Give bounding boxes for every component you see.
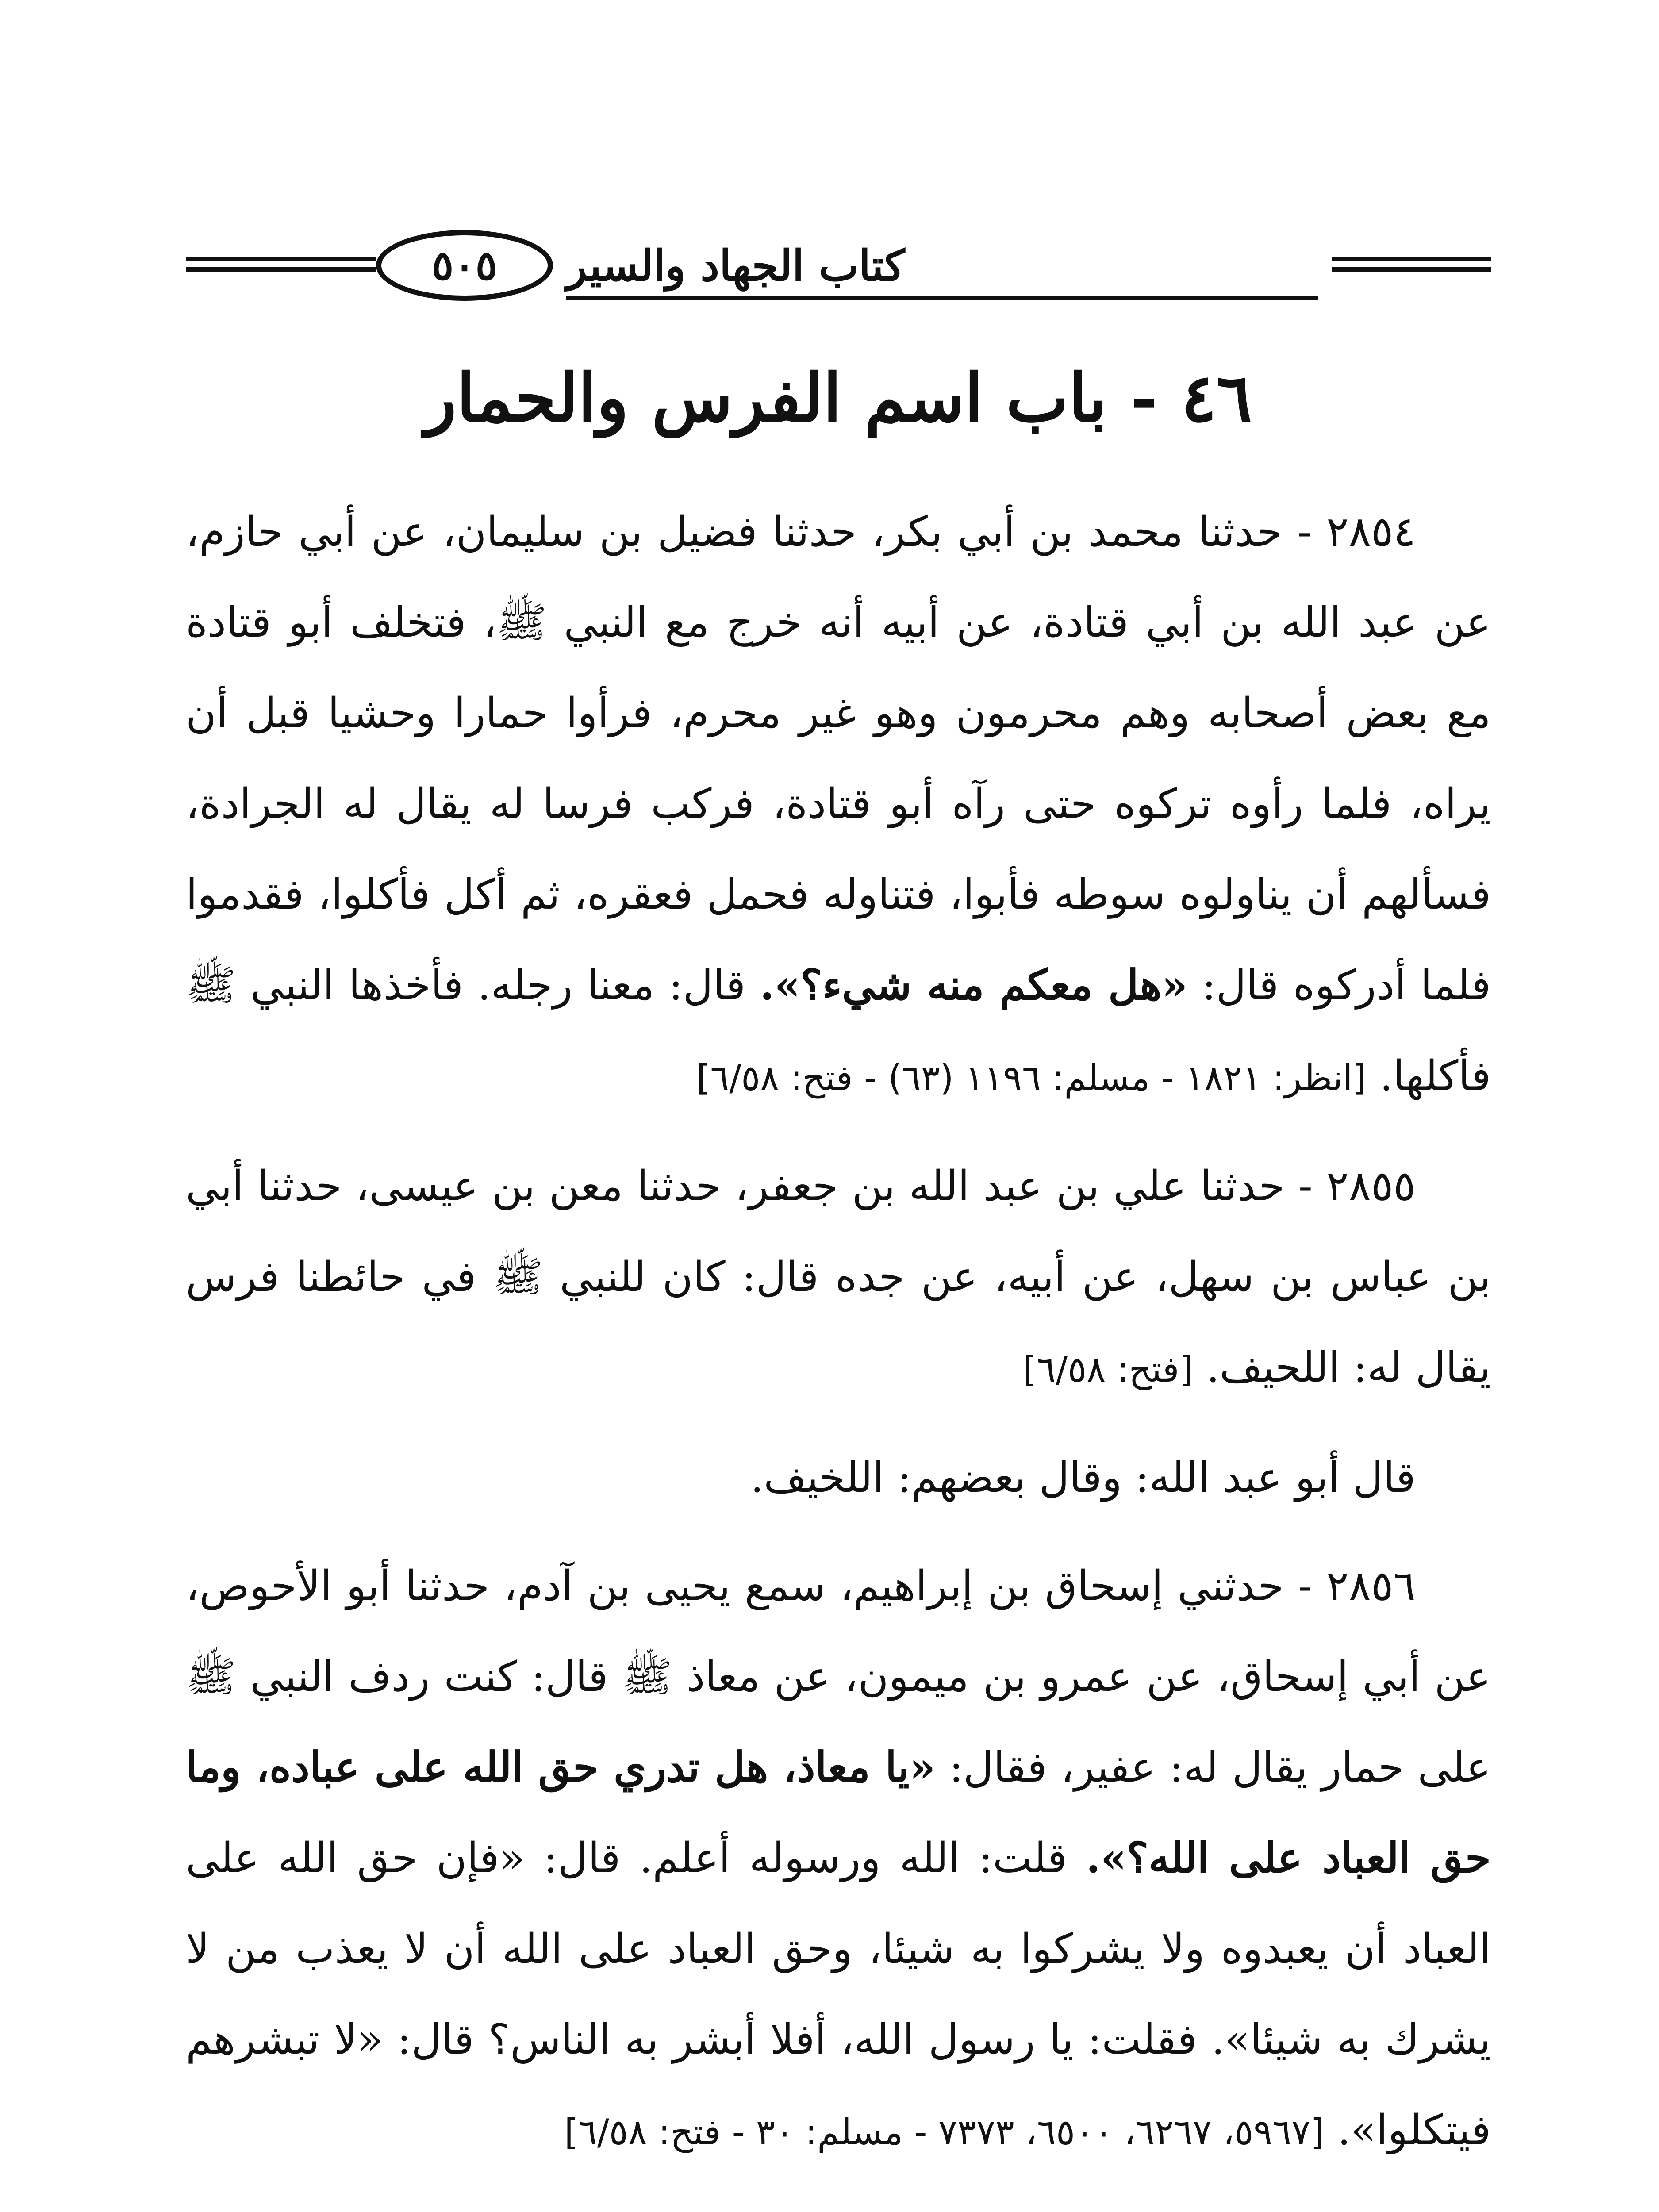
hadith-number: ٢٨٥٦: [1326, 1562, 1416, 1610]
hadith-reference: [انظر: ١٨٢١ - مسلم: ١١٩٦ (٦٣) - فتح: ٦/٥٨]: [696, 1057, 1367, 1098]
header-rule-right: [1332, 257, 1491, 272]
hadith-continuation: قال: معنا رجله. فأخذها النبي ﷺ فأكلها.: [186, 961, 1491, 1100]
commentary-note: [186, 1432, 1491, 1523]
running-header: [186, 221, 1491, 310]
commentary-text: قال أبو عبد الله: وقال بعضهم: اللخيف.: [750, 1454, 1416, 1502]
hadith-continuation: قلت: الله ورسوله أعلم. قال: «فإن حق الله على العباد أن يعبدوه ولا يشركوا به شيئا، وحق العباد على الله أن لا يعذب من لا يشرك به شيئا». فقلت: يا رسول الله، أفلا أبشر به الناس؟ قال: «لا تبشرهم فيتكلوا».: [186, 1834, 1491, 2154]
hadith-number: ٢٨٥٥: [1326, 1162, 1416, 1210]
hadith-number: ٢٨٥٤: [1326, 508, 1416, 556]
hadith-reference: [فتح: ٦/٥٨]: [1023, 1349, 1193, 1390]
hadith-matn: «يا معاذ، هل تدري حق الله على عباده، وما حق العباد على الله؟».: [186, 1743, 1491, 1882]
hadith-2857: [186, 2195, 1491, 2212]
body-text: [186, 487, 1491, 2212]
hadith-chain: - حدثنا علي بن عبد الله بن جعفر، حدثنا معن بن عيسى، حدثنا أبي بن عباس بن سهل، عن أبيه، عن جده قال: كان للنبي ﷺ في حائطنا فرس يقال له: اللحيف.: [186, 1162, 1491, 1392]
hadith-chain: - حدثني إسحاق بن إبراهيم، سمع يحيى بن آدم، حدثنا أبو الأحوص، عن أبي إسحاق، عن عمرو بن ميمون، عن معاذ ﷺ قال: كنت ردف النبي ﷺ على حمار يقال له: عفير، فقال:: [186, 1562, 1491, 1792]
header-rule-left: [186, 257, 376, 272]
hadith-chain: - حدثنا محمد بن أبي بكر، حدثنا فضيل بن سليمان، عن أبي حازم، عن عبد الله بن أبي قتادة، عن أبيه أنه خرج مع النبي ﷺ، فتخلف أبو قتادة مع بعض أصحابه وهم محرمون وهو غير محرم، فرأوا حمارا وحشيا قبل أن يراه، فلما رأوه تركوه حتى رآه أبو قتادة، فركب فرسا له يقال له الجرادة، فسألهم أن يناولوه سوطه فأبوا، فتناوله فحمل فعقره، ثم أكل فأكلوا، فقدموا فلما أدركوه قال:: [186, 508, 1491, 1010]
hadith-matn: «هل معكم منه شيء؟».: [760, 961, 1188, 1010]
page-number: [376, 230, 553, 301]
hadith-2855: [186, 1141, 1491, 1415]
hadith-2856: [186, 1541, 1491, 2177]
running-title: كتاب الجهاد والسير: [566, 234, 1318, 300]
hadith-2854: [186, 487, 1491, 1123]
hadith-reference: [٥٩٦٧، ٦٢٦٧، ٦٥٠٠، ٧٣٧٣ - مسلم: ٣٠ - فتح: ٦/٥٨]: [564, 2112, 1325, 2153]
chapter-heading: ٤٦ - باب اسم الفرس والحمار: [424, 359, 1252, 437]
page-number-text: ٥٠٥: [431, 242, 498, 289]
